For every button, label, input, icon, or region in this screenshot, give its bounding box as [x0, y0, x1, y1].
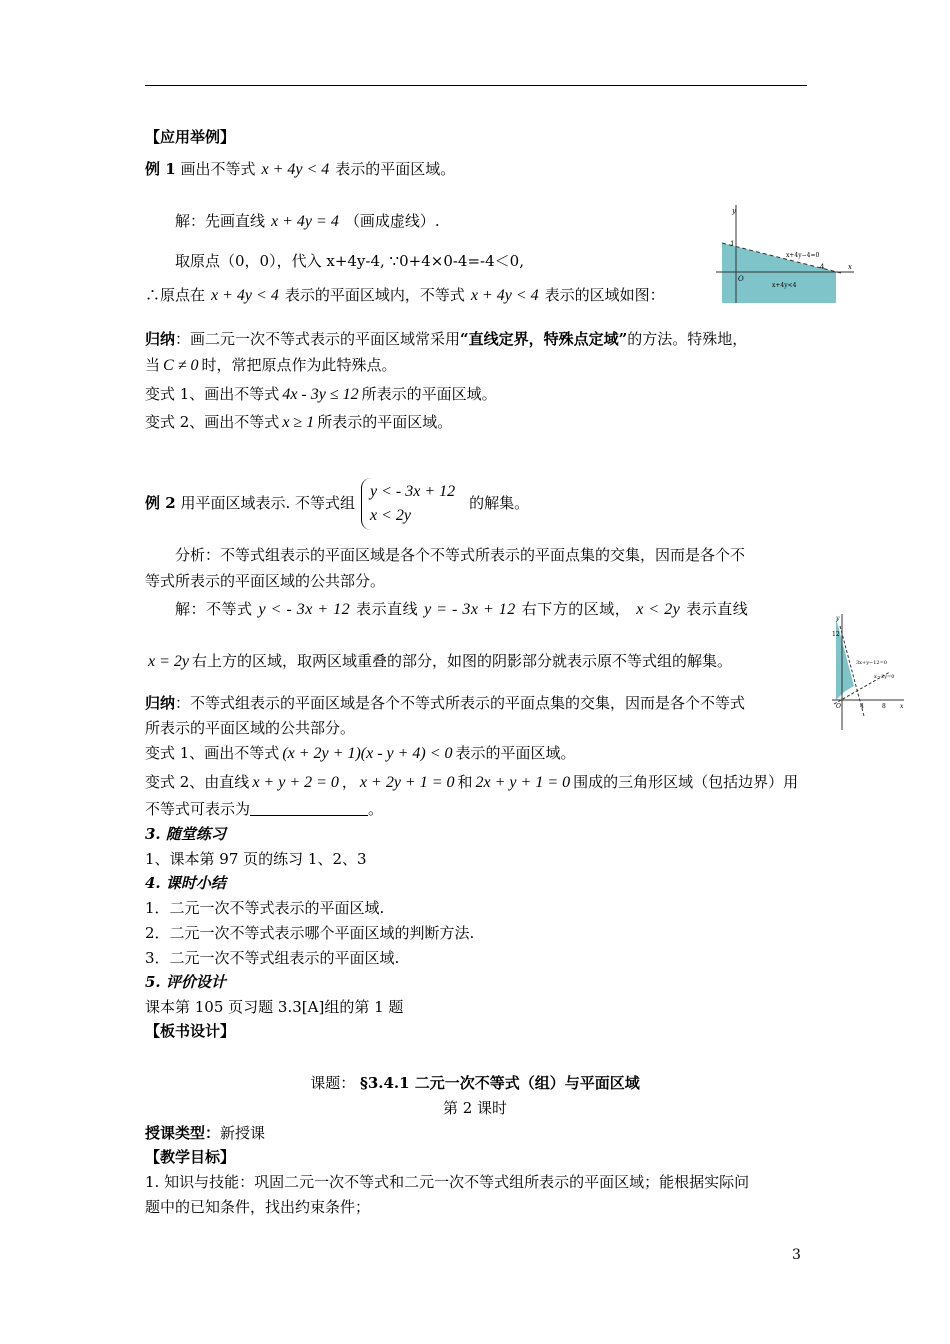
lesson-title-text: §3.4.1 二元一次不等式（组）与平面区域 — [359, 1074, 640, 1092]
example-text: 画出不等式 — [180, 160, 256, 178]
header-rule — [145, 85, 807, 86]
goal-1-line-2: 题中的已知条件，找出约束条件； — [145, 1198, 371, 1216]
variant-4 — [145, 773, 798, 792]
tick-twelve: 12 — [832, 631, 840, 638]
x-axis-label: x — [848, 263, 852, 271]
text-segment: 变式 1、画出不等式 — [145, 385, 280, 403]
summary-label: 归纳 — [145, 330, 176, 348]
evaluation-text: 课本第 105 页习题 3.3[A]组的第 1 题 — [145, 998, 404, 1016]
tick-four: 4 — [820, 263, 825, 271]
text-segment: 不等式可表示为 — [145, 800, 251, 818]
math-condition: C ≠ 0 — [163, 357, 199, 374]
system-line-2: x < 2y — [370, 507, 411, 524]
text-segment: 变式 1、画出不等式 — [145, 744, 280, 762]
solution-suffix: （画成虚线）. — [344, 212, 440, 230]
math-equation: x + y + 2 = 0 — [252, 774, 339, 791]
summary-2-line-2: 所表示的平面区域的公共部分。 — [145, 719, 356, 737]
origin-label: O — [836, 703, 841, 710]
summary-1 — [145, 330, 747, 348]
math-equation: y = - 3x + 12 — [424, 601, 516, 618]
goals-heading: 【教学目标】 — [145, 1148, 236, 1166]
inequality-system — [361, 478, 463, 530]
solution-2-line-2 — [145, 652, 732, 671]
tick-one: 1 — [730, 240, 735, 248]
lesson-number: 第 2 课时 — [442, 1099, 508, 1117]
key-phrase: “直线定界，特殊点定域” — [460, 330, 628, 348]
example-label: 例 1 — [145, 160, 176, 178]
section-5-heading: 5. 评价设计 — [145, 973, 226, 991]
text-segment: 表示的平面区域内，不等式 — [284, 286, 465, 304]
math-equation: x + 4y = 4 — [271, 213, 339, 230]
text-segment: 当 — [145, 356, 161, 374]
lesson-title — [0, 1074, 950, 1092]
text-segment: ， — [341, 773, 357, 791]
practice-text: 1、课本第 97 页的练习 1、2、3 — [145, 850, 367, 868]
math-equation: x + 2y + 1 = 0 — [359, 774, 455, 791]
variant-2 — [145, 413, 452, 432]
section-4-heading: 4. 课时小结 — [145, 874, 226, 892]
text-segment: 的方法。特殊地， — [627, 330, 748, 348]
math-inequality: x ≥ 1 — [282, 414, 315, 431]
y-axis-label: y — [836, 615, 840, 622]
summary-item: 1．二元一次不等式表示的平面区域. — [145, 899, 385, 917]
board-design-heading: 【板书设计】 — [145, 1022, 236, 1040]
lesson-type-label: 授课类型： — [145, 1124, 221, 1142]
summary-1-line-2 — [145, 356, 396, 375]
region-label: x+4y<4 — [772, 282, 797, 289]
solution-prefix: 解：先画直线 — [175, 212, 266, 230]
text-segment: 围成的三角形区域（包括边界）用 — [573, 773, 799, 791]
math-inequality: 4x - 3y ≤ 12 — [282, 386, 359, 403]
text-segment: 。 — [368, 800, 384, 818]
text-segment: 变式 2、由直线 — [145, 773, 250, 791]
text-segment: 所表示的平面区域。 — [317, 413, 453, 431]
analysis-line-2: 等式所表示的平面区域的公共部分。 — [145, 572, 386, 590]
figure-region-2 — [830, 612, 906, 732]
line-label-2: x−2y=0 — [874, 674, 895, 680]
text-segment: 右上方的区域，取两区域重叠的部分，如图的阴影部分就表示原不等式组的解集。 — [192, 652, 733, 670]
analysis-line-1: 分析：不等式组表示的平面区域是各个不等式所表示的平面点集的交集，因而是各个不 — [175, 546, 746, 564]
math-equation: x = 2y — [148, 653, 189, 670]
variant-1 — [145, 385, 497, 404]
example-suffix: 表示的平面区域。 — [335, 160, 456, 178]
goal-1-line-1: 1. 知识与技能：巩固二元一次不等式和二元一次不等式组所表示的平面区域；能根据实际问 — [145, 1173, 750, 1191]
text-segment: 表示直线 — [356, 600, 419, 618]
math-inequality: x + 4y < 4 — [470, 287, 539, 304]
x-axis-label: x — [900, 703, 904, 710]
math-inequality: x < 2y — [636, 601, 681, 618]
example-text: 用平面区域表示. 不等式组 — [180, 494, 355, 512]
lesson-type-value: 新授课 — [220, 1124, 266, 1142]
section-3-heading: 3. 随堂练习 — [145, 825, 226, 843]
example-suffix: 的解集。 — [469, 494, 530, 512]
origin-line: 取原点（0，0），代入 x+4y-4, ∵0+4×0-4=-4＜0, — [175, 252, 524, 270]
variant-4-line-2 — [145, 800, 383, 818]
variant-3 — [145, 744, 576, 763]
tick-eight: 8 — [882, 703, 886, 710]
section-examples: 【应用举例】 — [145, 128, 236, 146]
therefore-line — [145, 286, 665, 305]
math-inequality: x + 4y < 4 — [211, 287, 279, 304]
text-segment: 时，常把原点作为此特殊点。 — [201, 356, 397, 374]
math-inequality: y < - 3x + 12 — [258, 601, 351, 618]
summary-2 — [145, 694, 745, 712]
text-segment: 表示的区域如图： — [544, 286, 665, 304]
example-1 — [145, 160, 455, 179]
math-equation: 2x + y + 1 = 0 — [475, 774, 571, 791]
y-axis-label: y — [732, 207, 736, 215]
summary-item: 3．二元一次不等式组表示的平面区域. — [145, 949, 400, 967]
lesson-type — [145, 1124, 265, 1142]
text-segment: 所表示的平面区域。 — [361, 385, 497, 403]
line-label-1: 3x+y−12=0 — [856, 660, 887, 666]
text-segment: 和 — [457, 773, 473, 791]
summary-item: 2．二元一次不等式表示哪个平面区域的判断方法. — [145, 924, 475, 942]
text-segment: ：画二元一次不等式表示的平面区域常采用 — [175, 330, 461, 348]
figure-region-1 — [716, 203, 856, 305]
math-inequality: x + 4y < 4 — [261, 161, 330, 178]
example-label: 例 2 — [145, 494, 176, 512]
answer-blank[interactable] — [250, 801, 368, 816]
text-segment: 右下方的区域， — [521, 600, 631, 618]
solution-1 — [175, 212, 440, 231]
text-segment: ：不等式组表示的平面区域是各个不等式所表示的平面点集的交集，因而是各个不等式 — [175, 694, 746, 712]
math-inequality: (x + 2y + 1)(x - y + 4) < 0 — [282, 745, 453, 762]
text-segment: 变式 2、画出不等式 — [145, 413, 280, 431]
text-segment: 解：不等式 — [175, 600, 253, 618]
text-segment: 表示直线 — [686, 600, 749, 618]
line-label: x+4y−4=0 — [786, 252, 820, 259]
solution-2 — [175, 600, 748, 619]
summary-label: 归纳 — [145, 694, 176, 712]
text-segment: ∴原点在 — [145, 286, 206, 304]
system-line-1: y < - 3x + 12 — [370, 483, 456, 500]
tick-four: 4 — [860, 703, 864, 710]
origin-label: O — [738, 275, 744, 283]
text-segment: 表示的平面区域。 — [455, 744, 576, 762]
page-number: 3 — [792, 1247, 801, 1263]
text-segment: 课题： — [310, 1074, 356, 1092]
example-2 — [145, 478, 529, 530]
